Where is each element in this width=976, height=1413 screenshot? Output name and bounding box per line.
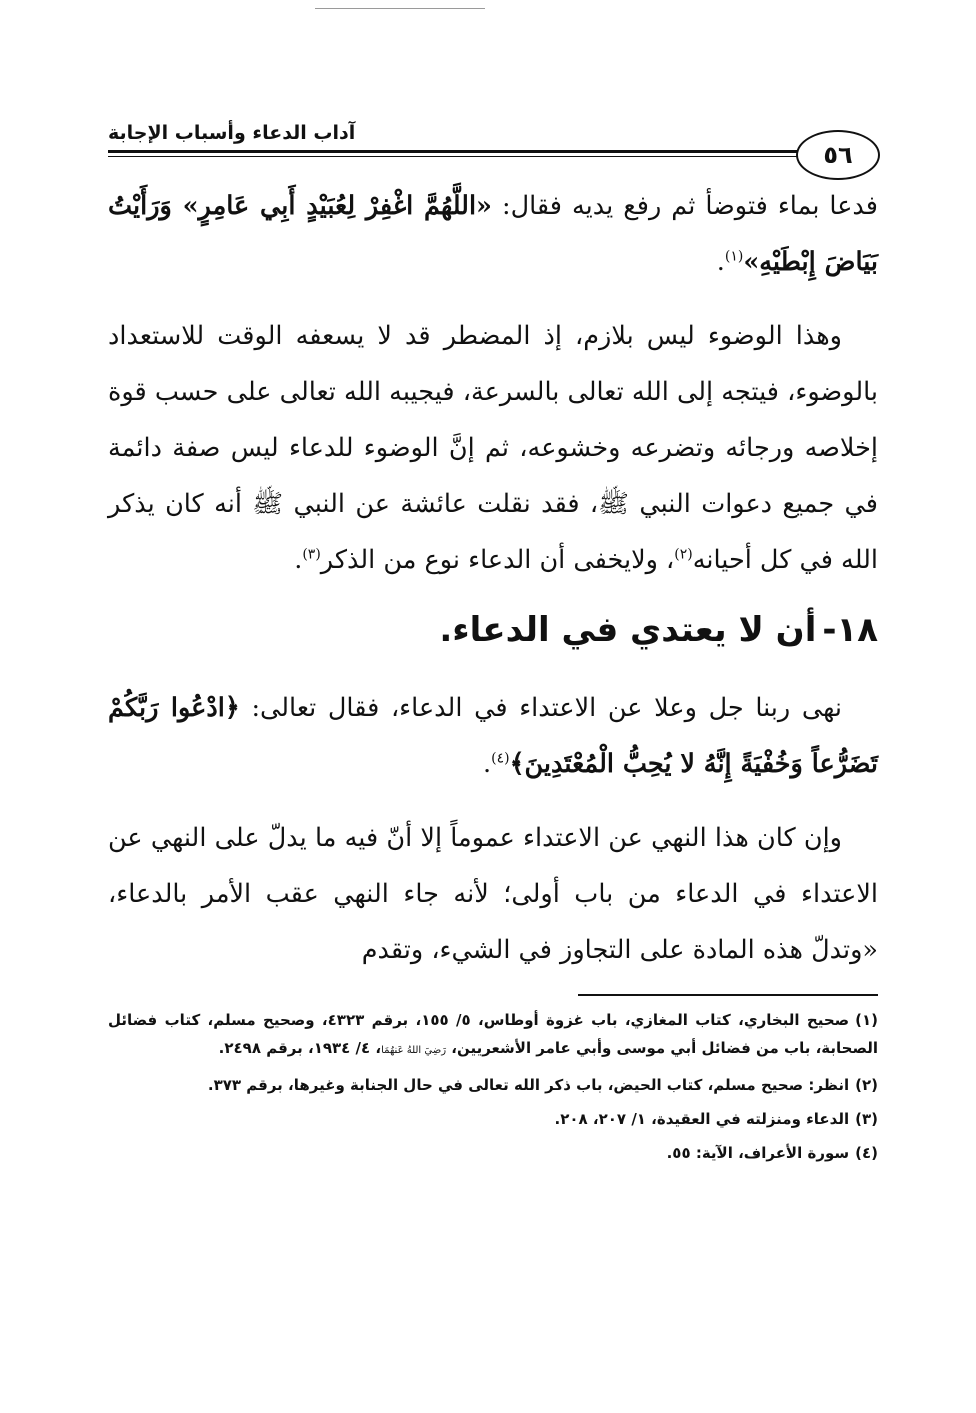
book-page — [108, 118, 878, 1173]
page-number: ٥٦ — [796, 130, 880, 180]
paragraph-end: . — [294, 545, 303, 575]
book-title: آداب الدعاء وأسباب الإجابة — [108, 122, 356, 144]
footnote-mark: (٢) — [855, 1076, 878, 1094]
honorific-text: رَضِيَ اللهُ عَنهُمَا — [381, 1045, 447, 1056]
footnote-text: الدعاء ومنزلته في العقيدة، ١/ ٢٠٧، ٢٠٨. — [554, 1110, 850, 1128]
paragraph-end: . — [483, 749, 492, 779]
paragraph-text: نهى ربنا جل وعلا عن الاعتداء في الدعاء، فقال تعالى: — [239, 693, 842, 723]
footnote-text: صحيح البخاري، كتاب المغازي، باب غزوة أوطاس، ٥/ ١٥٥، برقم ٤٣٢٣، وصحيح مسلم، كتاب فضائل الصحابة، باب من فضائل أبي موسى وأبي عامر الأشعريين، — [108, 1011, 878, 1057]
footnote-mark: (٣) — [855, 1110, 878, 1128]
header-rule — [108, 150, 808, 153]
footnote-ref-3: (٣) — [302, 546, 321, 563]
paragraph-end: . — [716, 247, 725, 277]
footnote-text: سورة الأعراف، الآية: ٥٥. — [666, 1144, 850, 1162]
footnote-mark: (٤) — [855, 1144, 878, 1162]
paragraph-hadith — [108, 178, 878, 290]
footnote-2 — [108, 1071, 878, 1099]
quran-verse: ﴿ادْعُوا رَبَّكُمْ تَضَرُّعاً وَخُفْيَةً إِنَّهُ لا يُحِبُّ الْمُعْتَدِينَ﴾ — [108, 693, 878, 779]
footnote-ref-1: (١) — [724, 248, 744, 265]
section-title: أن لا يعتدي في الدعاء. — [439, 610, 817, 650]
hadith-quote: «اللَّهُمَّ اغْفِرْ لِعُبَيْدٍ أَبِي عَامِرٍ» وَرَأَيْتُ بَيَاضَ إِبْطَيْهِ» — [108, 191, 878, 277]
footnote-ref-4: (٤) — [491, 750, 510, 767]
footnote-text: انظر: صحيح مسلم، كتاب الحيض، باب ذكر الله تعالى في حال الجنابة وغيرها، برقم ٣٧٣. — [207, 1076, 850, 1094]
header-rule-thin — [108, 156, 808, 157]
scan-edge-line — [315, 8, 485, 9]
paragraph-transgression — [108, 810, 878, 978]
paragraph-wudu — [108, 308, 878, 588]
footnote-mark: (١) — [855, 1011, 879, 1029]
paragraph-text: فدعا بماء فتوضأ ثم رفع يديه فقال: — [491, 191, 878, 221]
footnote-ref-2: (٢) — [674, 546, 693, 563]
footnote-4 — [108, 1139, 878, 1167]
footnote-1 — [108, 1006, 878, 1065]
footnote-separator — [578, 994, 878, 996]
footnote-3 — [108, 1105, 878, 1133]
paragraph-verse — [108, 680, 878, 792]
section-heading — [108, 598, 878, 662]
paragraph-text: وهذا الوضوء ليس بلازم، إذ المضطر قد لا يسعفه الوقت للاستعداد بالوضوء، فيتجه إلى الله تعالى بالسرعة، فيجيبه الله تعالى على حسب قوة إخلاصه ورجائه وتضرعه وخشوعه، ثم إنَّ الوضوء للدعاء ليس صفة دائمة في جميع دعوات النبي ﷺ، فقد نقلت عائشة عن النبي ﷺ أنه كان يذكر الله في كل أحيانه — [108, 321, 878, 575]
running-header — [108, 118, 878, 178]
paragraph-text: وإن كان هذا النهي عن الاعتداء عموماً إلا أنّ فيه ما يدلّ على النهي عن الاعتداء في الدعاء من باب أولى؛ لأنه جاء النهي عقب الأمر بالدعاء، «وتدلّ هذه المادة على التجاوز في الشيء، وتقدم — [108, 823, 878, 965]
paragraph-text: ، ولايخفى أن الدعاء نوع من الذكر — [320, 545, 675, 575]
footnote-text: ، ٤/ ١٩٣٤، برقم ٢٤٩٨. — [218, 1039, 382, 1057]
section-number: ١٨- — [822, 610, 878, 650]
